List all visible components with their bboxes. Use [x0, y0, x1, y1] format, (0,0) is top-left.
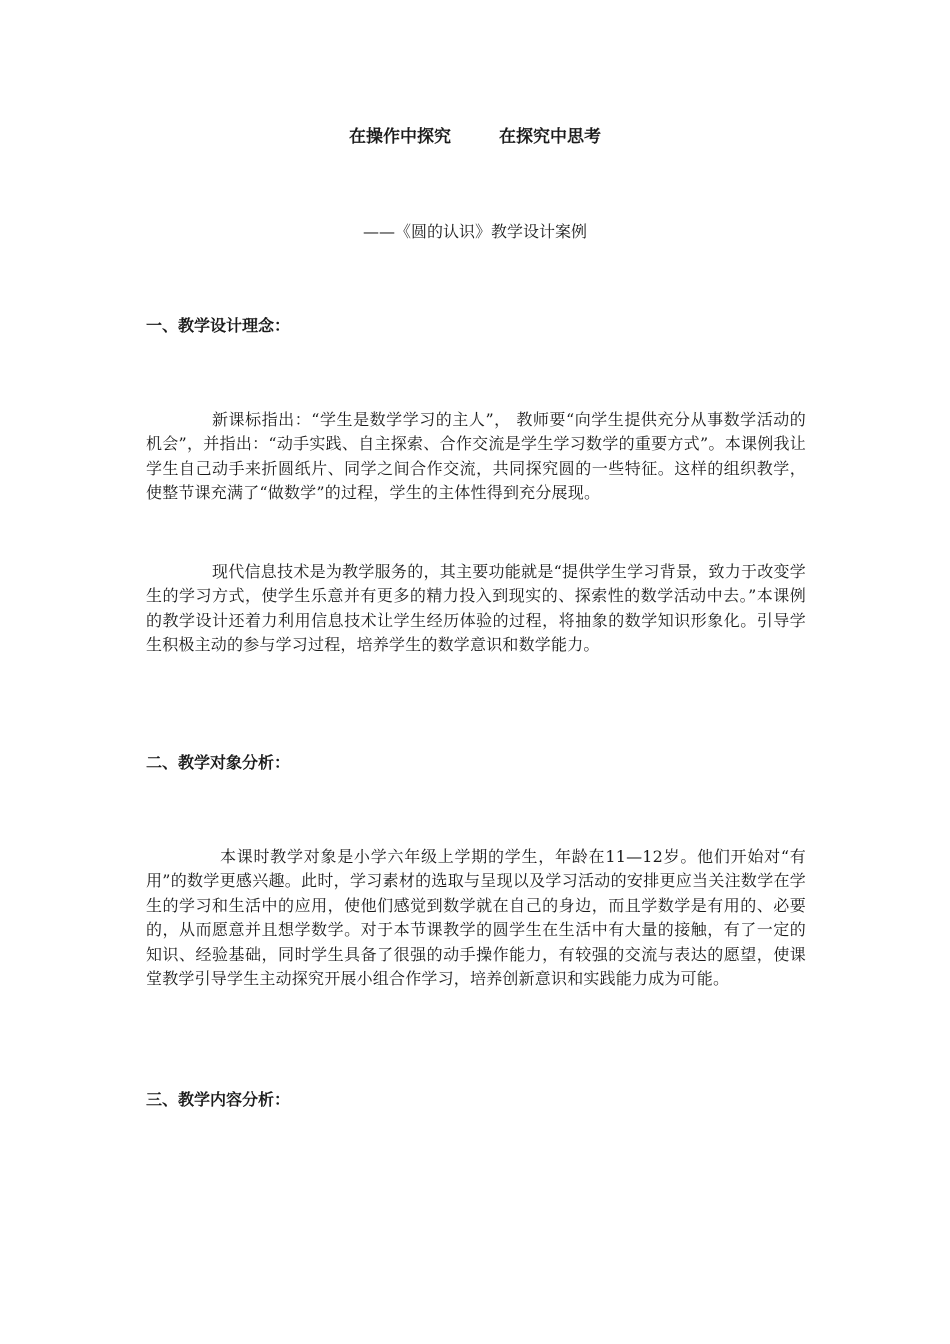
- title-part-1: 在操作中探究: [349, 127, 451, 147]
- document-subtitle: ——《圆的认识》教学设计案例: [362, 222, 587, 241]
- section-1-paragraph-1: 新课标指出：“学生是数学学习的主人”， 教师要“向学生提供充分从事数学活动的机会”，并指出：“动手实践、自主探索、合作交流是学生学习数学的重要方式”。本课例我让学生自己动手来折圆纸片、同学之间合作交流，共同探究圆的一些特征。这样的组织教学，使整节课充满了“做数学”的过程，学生的主体性得到充分展现。: [146, 410, 806, 503]
- document-title: [0, 124, 950, 150]
- section-heading-2: 二、教学对象分析：: [146, 753, 291, 772]
- section-heading-3: 三、教学内容分析：: [146, 1090, 291, 1109]
- section-heading-1: 一、教学设计理念：: [146, 316, 291, 335]
- section-2-paragraph-1: 本课时教学对象是小学六年级上学期的学生，年龄在11—12岁。他们开始对“有用”的数学更感兴趣。此时，学习素材的选取与呈现以及学习活动的安排更应当关注数学在学生的学习和生活中的应用，使他们感觉到数学就在自己的身边，而且学数学是有用的、必要的，从而愿意并且想学数学。对于本节课教学的圆学生在生活中有大量的接触，有了一定的知识、经验基础，同时学生具备了很强的动手操作能力，有较强的交流与表达的愿望，使课堂教学引导学生主动探究开展小组合作学习，培养创新意识和实践能力成为可能。: [146, 847, 806, 989]
- section-1-paragraph-2: 现代信息技术是为教学服务的，其主要功能就是“提供学生学习背景，致力于改变学生的学习方式，使学生乐意并有更多的精力投入到现实的、探索性的数学活动中去。”本课例的教学设计还着力利用信息技术让学生经历体验的过程，将抽象的数学知识形象化。引导学生积极主动的参与学习过程，培养学生的数学意识和数学能力。: [146, 562, 806, 655]
- title-part-2: 在探究中思考: [499, 127, 601, 147]
